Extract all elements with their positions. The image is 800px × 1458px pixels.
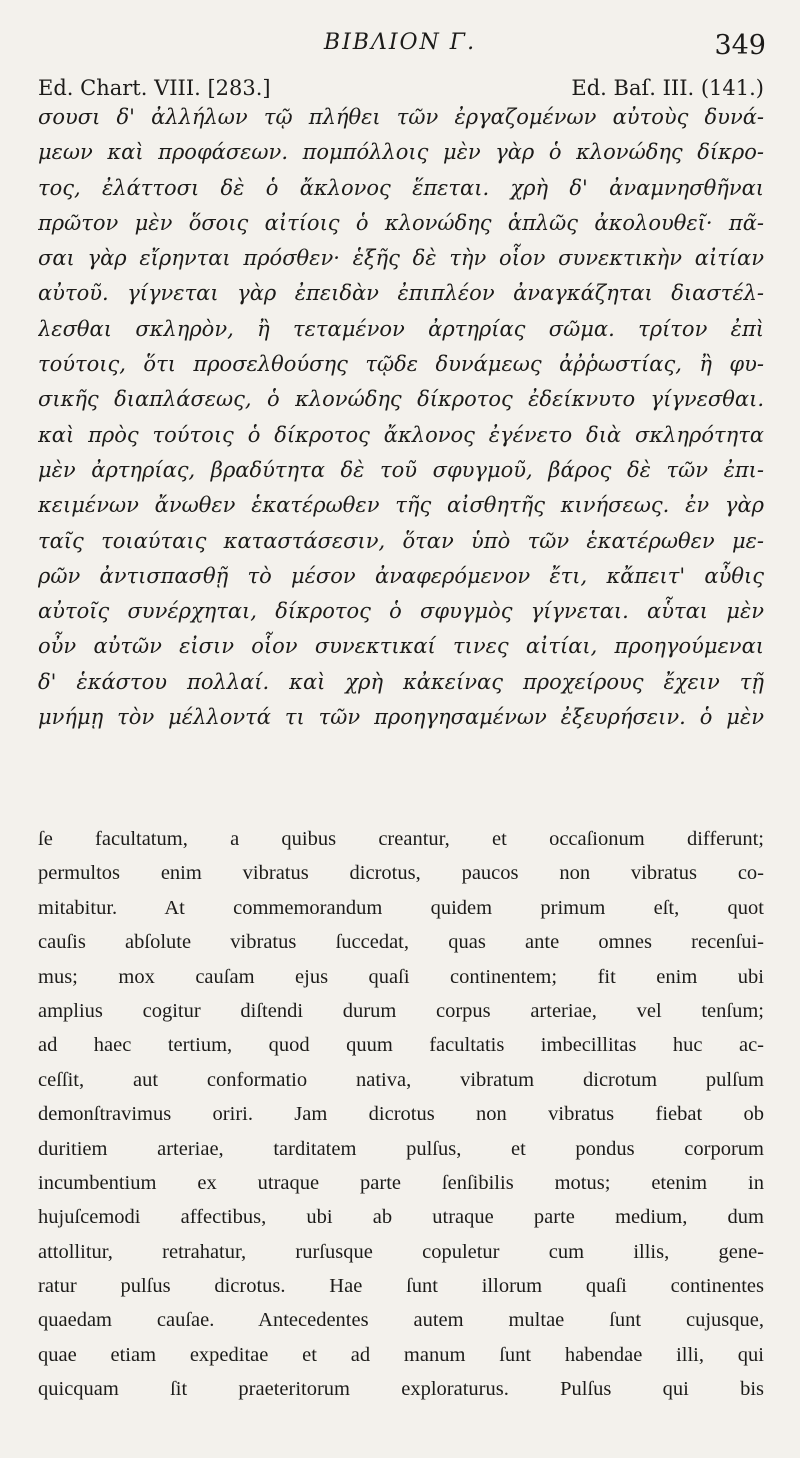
book-title: ΒΙΒΛΙΟΝ Γ. [323, 30, 477, 55]
latin-line: permultos enim vibratus dicrotus, paucos non vibratus co- [38, 862, 764, 885]
page-number: 349 [714, 30, 766, 61]
greek-line: δ' ἑκάστου πολλαί. καὶ χρὴ κἀκείνας προχείρους ἔχειν τῇ [38, 669, 764, 694]
latin-line: cauſis abſolute vibratus ſuccedat, quas ante omnes recenſui- [38, 931, 764, 954]
latin-line: demonſtravimus oriri. Jam dicrotus non vibratus fiebat ob [38, 1103, 764, 1126]
latin-line: quicquam ſit praeteritorum exploraturus. Pulſus qui bis [38, 1378, 764, 1401]
greek-line: λεσθαι σκληρὸν, ἢ τεταμένον ἀρτηρίας σῶμα. τρίτον ἐπὶ [38, 316, 764, 341]
edition-chart: Ed. Chart. VIII. [283.] [38, 76, 271, 100]
greek-line: μεων καὶ προφάσεων. πομπόλλοις μὲν γὰρ ὁ κλονώδης δίκρο- [38, 140, 764, 165]
latin-line: hujuſcemodi affectibus, ubi ab utraque parte medium, dum [38, 1206, 764, 1229]
latin-line: incumbentium ex utraque parte ſenſibilis motus; etenim in [38, 1171, 764, 1194]
latin-line: quae etiam expeditae et ad manum ſunt habendae illi, qui [38, 1343, 764, 1366]
greek-line: τούτοις, ὅτι προσελθούσης τῷδε δυνάμεως ἀῤῥωστίας, ἢ φυ- [38, 352, 764, 377]
greek-line: πρῶτον μὲν ὅσοις αἰτίοις ὁ κλονώδης ἁπλῶς ἀκολουθεῖ· πᾶ- [38, 210, 764, 235]
latin-line: attollitur, retrahatur, rurſusque copuletur cum illis, gene- [38, 1240, 764, 1263]
greek-line: τος, ἐλάττοσι δὲ ὁ ἄκλονος ἕπεται. χρὴ δ' ἀναμνησθῆναι [38, 175, 764, 200]
greek-line: οὖν αὐτῶν εἰσιν οἷον συνεκτικαί τινες αἰτίαι, προηγούμεναι [38, 634, 764, 659]
edition-basel: Ed. Baſ. III. (141.) [571, 76, 764, 100]
latin-line: mus; mox cauſam ejus quaſi continentem; fit enim ubi [38, 965, 764, 988]
greek-line: μὲν ἀρτηρίας, βραδύτητα δὲ τοῦ σφυγμοῦ, βάρος δὲ τῶν ἐπι- [38, 457, 764, 482]
latin-line: ceſſit, aut conformatio nativa, vibratum dicrotum pulſum [38, 1068, 764, 1091]
latin-text [38, 822, 764, 1407]
running-head [0, 28, 800, 64]
latin-line: duritiem arteriae, tarditatem pulſus, et pondus corporum [38, 1137, 764, 1160]
greek-line: μνήμῃ τὸν μέλλοντά τι τῶν προηγησαμένων ἐξευρήσειν. ὁ μὲν [38, 705, 764, 730]
greek-line: ταῖς τοιαύταις καταστάσεσιν, ὅταν ὑπὸ τῶν ἑκατέρωθεν με- [38, 528, 764, 553]
latin-line: quaedam cauſae. Antecedentes autem multae ſunt cujusque, [38, 1309, 764, 1332]
greek-line: αὐτοῦ. γίγνεται γὰρ ἐπειδὰν ἐπιπλέον ἀναγκάζηται διαστέλ- [38, 281, 764, 306]
greek-line: σουσι δ' ἀλλήλων τῷ πλήθει τῶν ἐργαζομένων αὐτοὺς δυνά- [38, 105, 764, 129]
greek-line: σικῆς διαπλάσεως, ὁ κλονώδης δίκροτος ἐδείκνυτο γίγνεσθαι. [38, 387, 764, 412]
latin-line: amplius cogitur diſtendi durum corpus arteriae, vel tenſum; [38, 999, 764, 1022]
greek-line: ρῶν ἀντισπασθῇ τὸ μέσον ἀναφερόμενον ἔτι, κἄπειτ' αὖθις [38, 563, 764, 588]
greek-line: κειμένων ἄνωθεν ἑκατέρωθεν τῆς αἰσθητῆς κινήσεως. ἐν γὰρ [38, 493, 764, 518]
latin-line: ad haec tertium, quod quum facultatis imbecillitas huc ac- [38, 1034, 764, 1057]
greek-line: αὐτοῖς συνέρχηται, δίκροτος ὁ σφυγμὸς γίγνεται. αὗται μὲν [38, 599, 764, 624]
greek-text [38, 100, 764, 735]
latin-line: ratur pulſus dicrotus. Hae ſunt illorum quaſi continentes [38, 1275, 764, 1298]
latin-line: ſe facultatum, a quibus creantur, et occaſionum differunt; [38, 828, 764, 850]
greek-line: σαι γὰρ εἴρηνται πρόσθεν· ἑξῆς δὲ τὴν οἷον συνεκτικὴν αἰτίαν [38, 246, 764, 271]
greek-line: καὶ πρὸς τούτοις ὁ δίκροτος ἄκλονος ἐγένετο διὰ σκληρότητα [38, 422, 764, 447]
latin-line: mitabitur. At commemorandum quidem primum eſt, quot [38, 896, 764, 919]
